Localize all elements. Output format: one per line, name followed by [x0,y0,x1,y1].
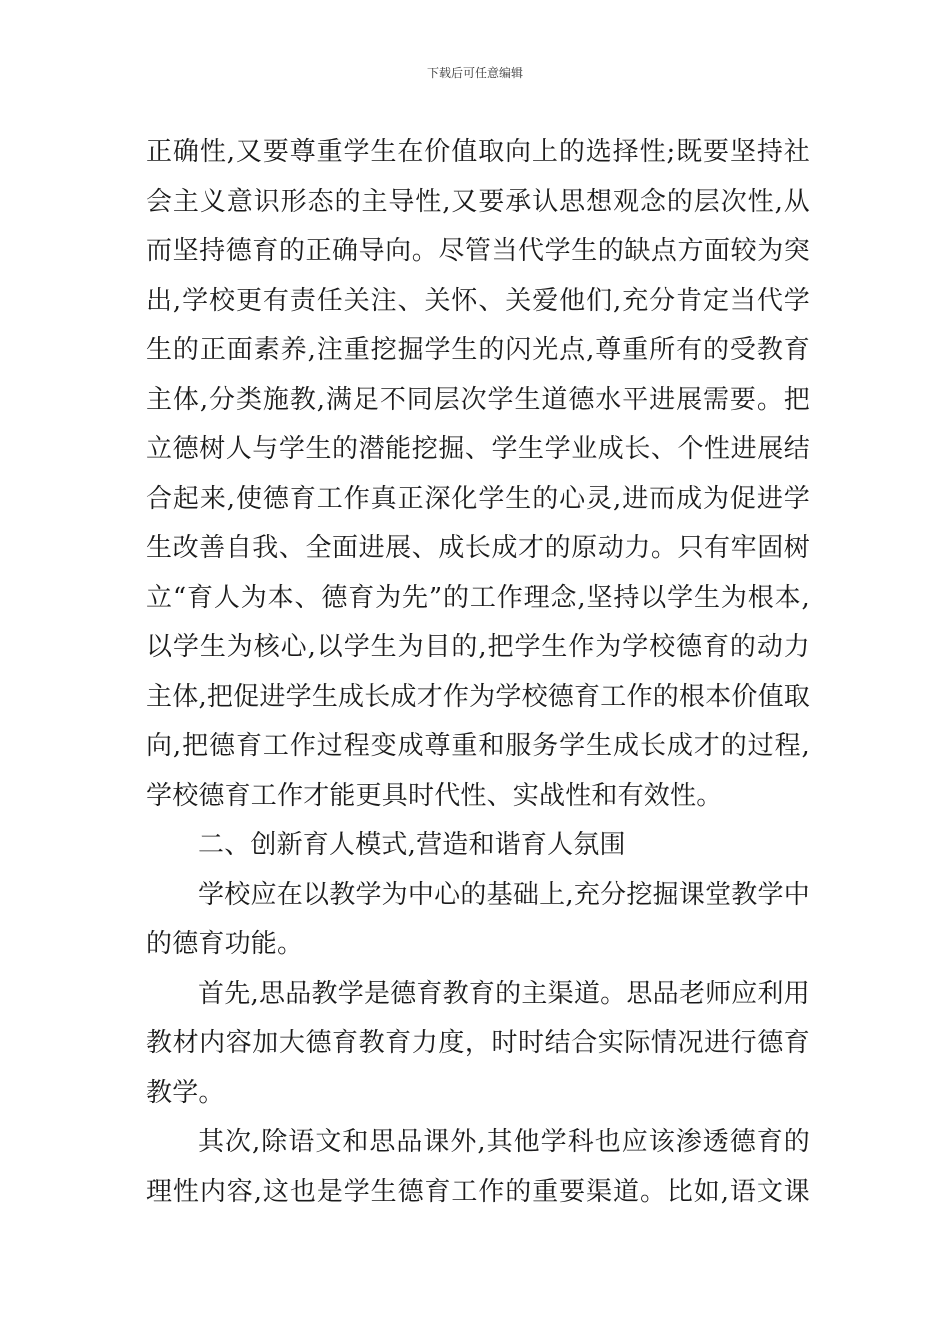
page-header: 下载后可任意编辑 [426,66,523,80]
text-line: 立德树人与学生的潜能挖掘、学生学业成长、个性进展结 [146,434,810,464]
text-line: 生的正面素养,注重挖掘学生的闪光点,尊重所有的受教育 [146,335,810,365]
text-line: 立“育人为本、德育为先”的工作理念,坚持以学生为根本, [146,582,810,613]
text-line: 而坚持德育的正确导向。尽管当代学生的缺点方面较为突 [146,236,810,266]
text-line: 理性内容,这也是学生德育工作的重要渠道。比如,语文课 [146,1176,810,1207]
text-line: 会主义意识形态的主导性,又要承认思想观念的层次性,从 [146,186,810,217]
text-line: 其次,除语文和思品课外,其他学科也应该渗透德育的 [198,1127,810,1157]
text-line: 出,学校更有责任关注、关怀、关爱他们,充分肯定当代学 [146,285,810,316]
text-line: 的德育功能。 [146,929,304,959]
section-heading: 二、创新育人模式,营造和谐育人氛围 [198,830,626,860]
text-line: 主体,分类施教,满足不同层次学生道德水平进展需要。把 [146,384,810,415]
text-line: 主体,把促进学生成长成才作为学校德育工作的根本价值取 [146,681,810,712]
text-line: 教学。 [146,1077,225,1108]
text-line: 教材内容加大德育教育力度，时时结合实际情况进行德育 [146,1028,810,1058]
text-line: 生改善自我、全面进展、成长成才的原动力。只有牢固树 [146,533,810,563]
text-line: 合起来,使德育工作真正深化学生的心灵,进而成为促进学 [146,483,810,514]
text-line: 学校德育工作才能更具时代性、实战性和有效性。 [146,780,723,811]
text-line: 首先,思品教学是德育教育的主渠道。思品老师应利用 [198,978,810,1009]
text-line: 正确性,又要尊重学生在价值取向上的选择性;既要坚持社 [146,137,810,167]
document-body [146,128,810,1217]
text-line: 以学生为核心,以学生为目的,把学生作为学校德育的动力 [146,632,810,662]
text-line: 向,把德育工作过程变成尊重和服务学生成长成才的过程, [146,731,810,761]
text-line: 学校应在以教学为中心的基础上,充分挖掘课堂教学中 [198,879,810,910]
